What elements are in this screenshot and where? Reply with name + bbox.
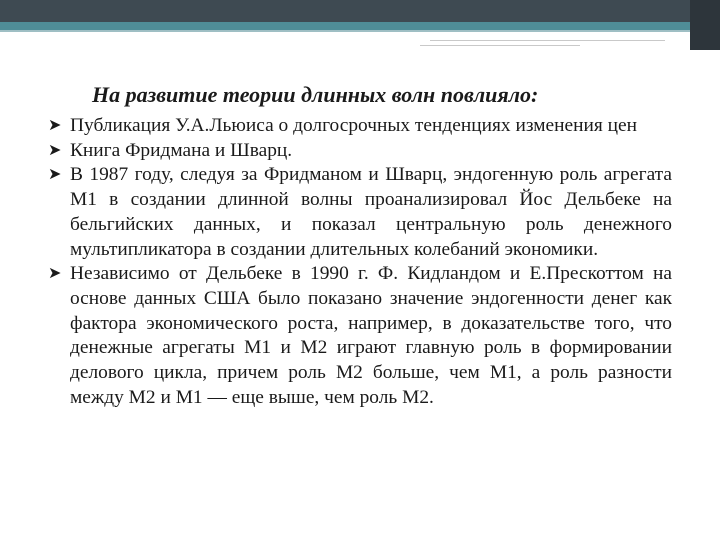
- header-divider: [0, 30, 720, 32]
- arrowhead-bullet-icon: ➤: [48, 166, 62, 184]
- header-bar: [0, 0, 720, 22]
- bullet-text: Публикация У.А.Льюиса о долгосрочных тенденциях изменения цен: [70, 115, 637, 136]
- bullet-text: В 1987 году, следуя за Фридманом и Шварц, эндогенную роль агрегата М1 в создании длинной волны проанализировал Йос Дельбеке на бельгийских данных, и показал центральную роль денежного мультипликатора в создании длительных колебаний экономики.: [70, 164, 672, 260]
- bullet-item: [48, 163, 672, 262]
- bullet-text: Независимо от Дельбеке в 1990 г. Ф. Кидландом и Е.Прескоттом на основе данных США было показано значение эндогенности денег как фактора экономического роста, например, в доказательстве того, что денежные агрегаты М1 и М2 играют главную роль в формировании делового цикла, причем роль М2 больше, чем М1, а роль разности между М2 и М1 — еще выше, чем роль М2.: [70, 263, 672, 408]
- slide-title: На развитие теории длинных волн повлияло:: [92, 82, 539, 107]
- header-accent-bar: [0, 22, 720, 30]
- bullet-item: [48, 262, 672, 410]
- bullet-item: [48, 114, 672, 139]
- corner-decoration: [690, 0, 720, 50]
- arrowhead-bullet-icon: ➤: [48, 117, 62, 134]
- arrowhead-bullet-icon: ➤: [48, 141, 62, 159]
- decorative-line: [430, 40, 665, 41]
- bullet-item: [48, 139, 672, 164]
- decorative-line: [420, 45, 580, 46]
- bullet-text: Книга Фридмана и Шварц.: [70, 139, 293, 161]
- arrowhead-bullet-icon: ➤: [48, 265, 62, 283]
- bullet-list: [48, 114, 672, 410]
